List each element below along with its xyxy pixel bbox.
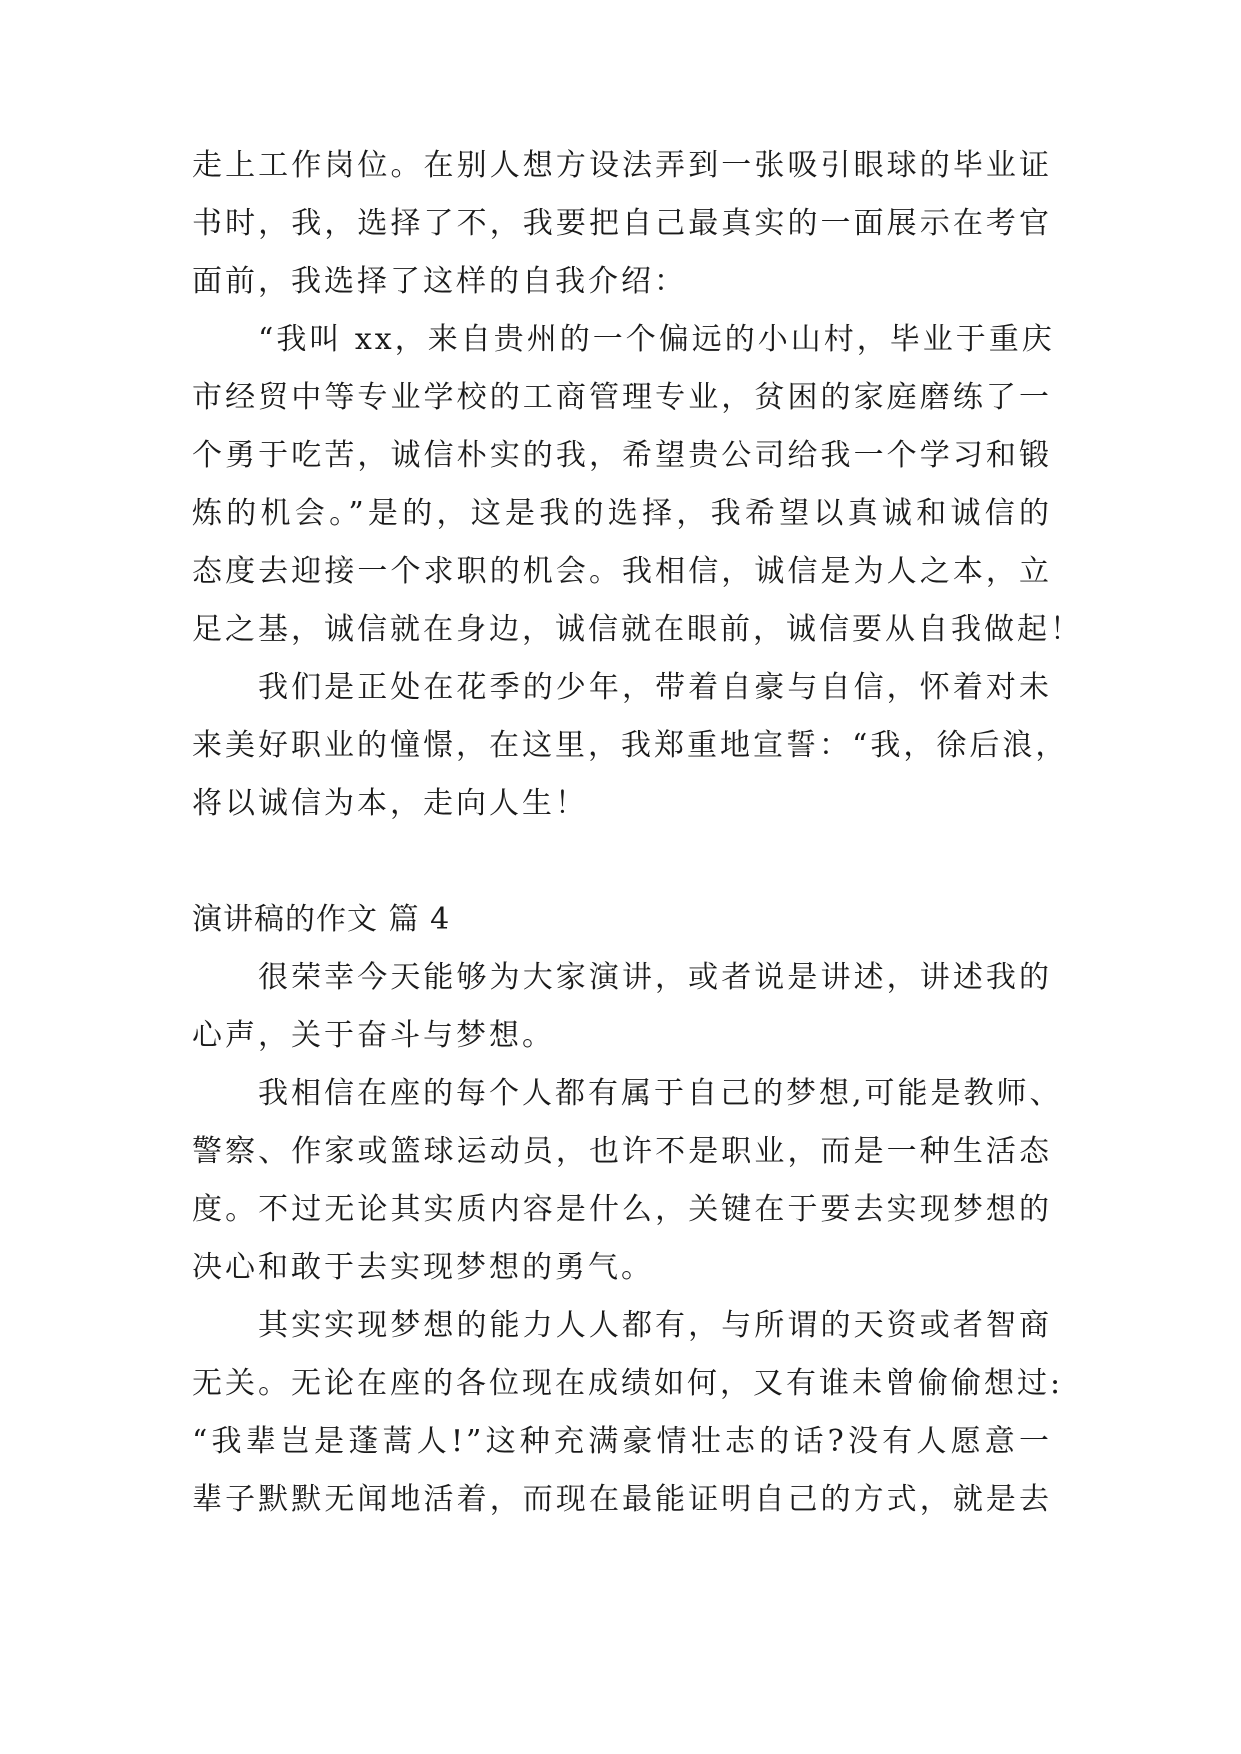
paragraph-line: 我们是正处在花季的少年，带着自豪与自信，怀着对未 bbox=[258, 670, 1052, 705]
paragraph-line: 面前，我选择了这样的自我介绍： bbox=[192, 264, 687, 299]
paragraph-line: 个勇于吃苦，诚信朴实的我，希望贵公司给我一个学习和锻 bbox=[192, 438, 1052, 473]
paragraph-line: 无关。无论在座的各位现在成绩如何，又有谁未曾偷偷想过: bbox=[192, 1366, 1064, 1401]
section-heading: 演讲稿的作文 篇 4 bbox=[192, 902, 451, 937]
paragraph-line: 其实实现梦想的能力人人都有，与所谓的天资或者智商 bbox=[258, 1308, 1052, 1343]
paragraph-line: 心声，关于奋斗与梦想。 bbox=[192, 1018, 555, 1053]
paragraph-line: 决心和敢于去实现梦想的勇气。 bbox=[192, 1250, 654, 1285]
paragraph-line: 态度去迎接一个求职的机会。我相信，诚信是为人之本，立 bbox=[192, 554, 1052, 589]
paragraph-line: 我相信在座的每个人都有属于自己的梦想,可能是教师、 bbox=[258, 1076, 1063, 1111]
paragraph-line: 警察、作家或篮球运动员，也许不是职业，而是一种生活态 bbox=[192, 1134, 1052, 1169]
paragraph-line: 辈子默默无闻地活着，而现在最能证明自己的方式，就是去 bbox=[192, 1482, 1052, 1517]
paragraph-line: 足之基，诚信就在身边，诚信就在眼前，诚信要从自我做起！ bbox=[192, 612, 1083, 647]
paragraph-line: 市经贸中等专业学校的工商管理专业，贫困的家庭磨练了一 bbox=[192, 380, 1052, 415]
paragraph-line: “我叫 xx，来自贵州的一个偏远的小山村，毕业于重庆 bbox=[258, 322, 1055, 357]
paragraph-line: 走上工作岗位。在别人想方设法弄到一张吸引眼球的毕业证 bbox=[192, 148, 1052, 183]
paragraph-line: “我辈岂是蓬蒿人!”这种充满豪情壮志的话?没有人愿意一 bbox=[192, 1424, 1052, 1459]
paragraph-line: 书时，我，选择了不，我要把自己最真实的一面展示在考官 bbox=[192, 206, 1052, 241]
paragraph-line: 度。不过无论其实质内容是什么，关键在于要去实现梦想的 bbox=[192, 1192, 1052, 1227]
paragraph-line: 很荣幸今天能够为大家演讲，或者说是讲述，讲述我的 bbox=[258, 960, 1052, 995]
paragraph-line: 炼的机会。”是的，这是我的选择，我希望以真诚和诚信的 bbox=[192, 496, 1052, 531]
paragraph-line: 将以诚信为本，走向人生！ bbox=[192, 786, 588, 821]
paragraph-line: 来美好职业的憧憬，在这里，我郑重地宣誓：“我，徐后浪， bbox=[192, 728, 1069, 763]
